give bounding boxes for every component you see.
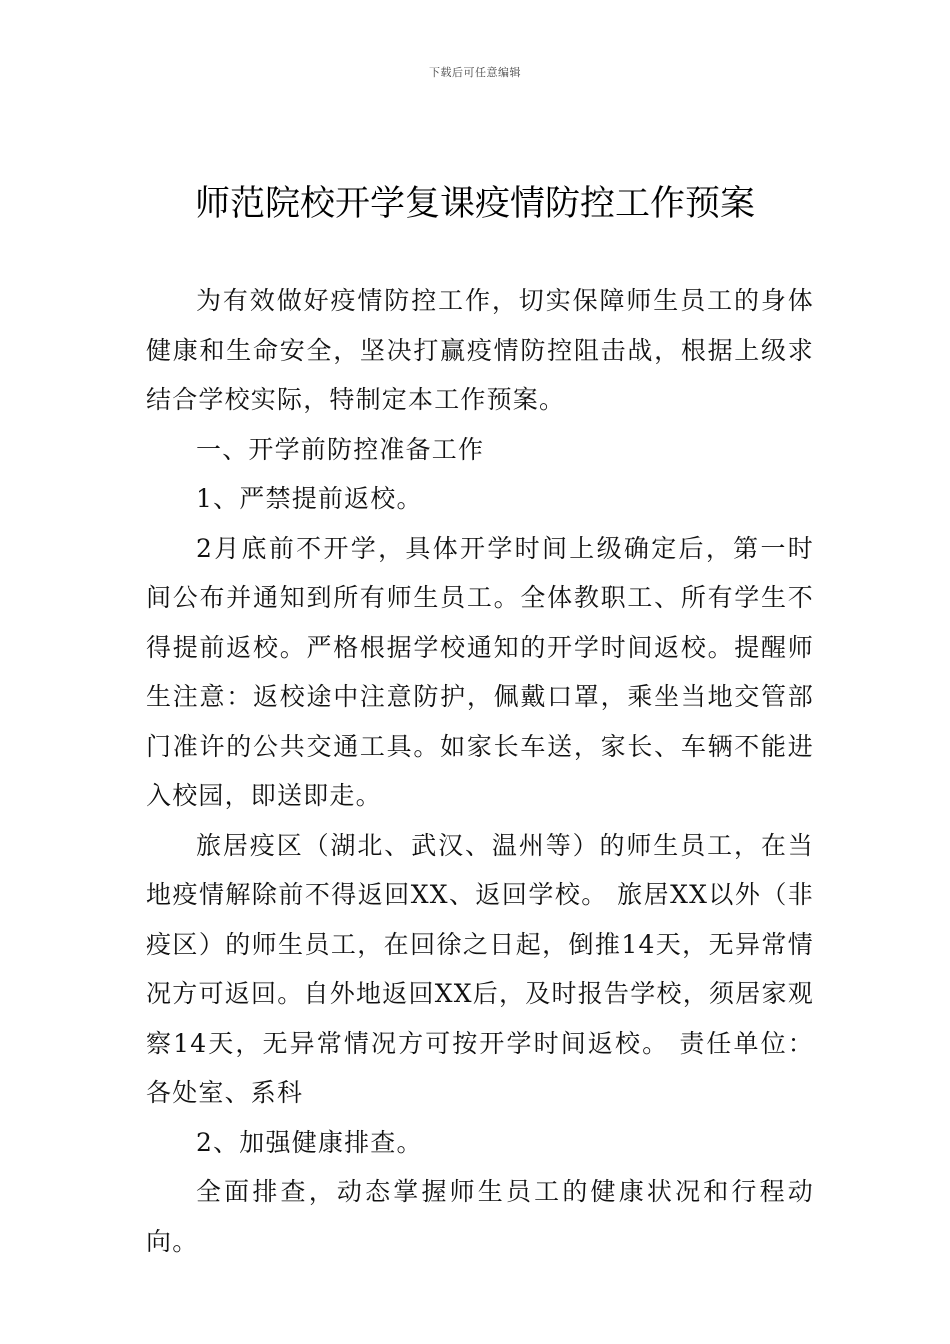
subsection-heading-1: 1、严禁提前返校。 bbox=[196, 484, 423, 513]
paragraph-health-check: 全面排查，动态掌握师生员工的健康状况和行程动向。 bbox=[146, 1177, 814, 1256]
paragraph-epidemic-area: 旅居疫区（湖北、武汉、温州等）的师生员工，在当地疫情解除前不得返回XX、返回学校。 旅居XX以外（非疫区）的师生员工，在回徐之日起，倒推14天，无异常情况方可返回。自外地返回XX后，及时报告学校，须居家观察14天，无异常情况方可按开学时间返校。 责任单位：各处室、系科 bbox=[146, 830, 814, 1107]
paragraph-return-policy: 2月底前不开学，具体开学时间上级确定后，第一时间公布并通知到所有师生员工。全体教职工、所有学生不得提前返校。严格根据学校通知的开学时间返校。提醒师生注意：返校途中注意防护，佩戴口罩，乘坐当地交管部门准许的公共交通工具。如家长车送，家长、车辆不能进入校园，即送即走。 bbox=[146, 533, 814, 810]
subsection-heading-2: 2、加强健康排查。 bbox=[196, 1127, 423, 1157]
document-body bbox=[146, 276, 814, 1266]
section-heading-1: 一、开学前防控准备工作 bbox=[196, 434, 485, 464]
download-watermark: 下载后可任意编辑 bbox=[429, 66, 521, 79]
document-title: 师范院校开学复课疫情防控工作预案 bbox=[194, 184, 755, 224]
intro-paragraph: 为有效做好疫情防控工作，切实保障师生员工的身体健康和生命安全，坚决打赢疫情防控阻击战，根据上级求结合学校实际，特制定本工作预案。 bbox=[146, 286, 814, 414]
